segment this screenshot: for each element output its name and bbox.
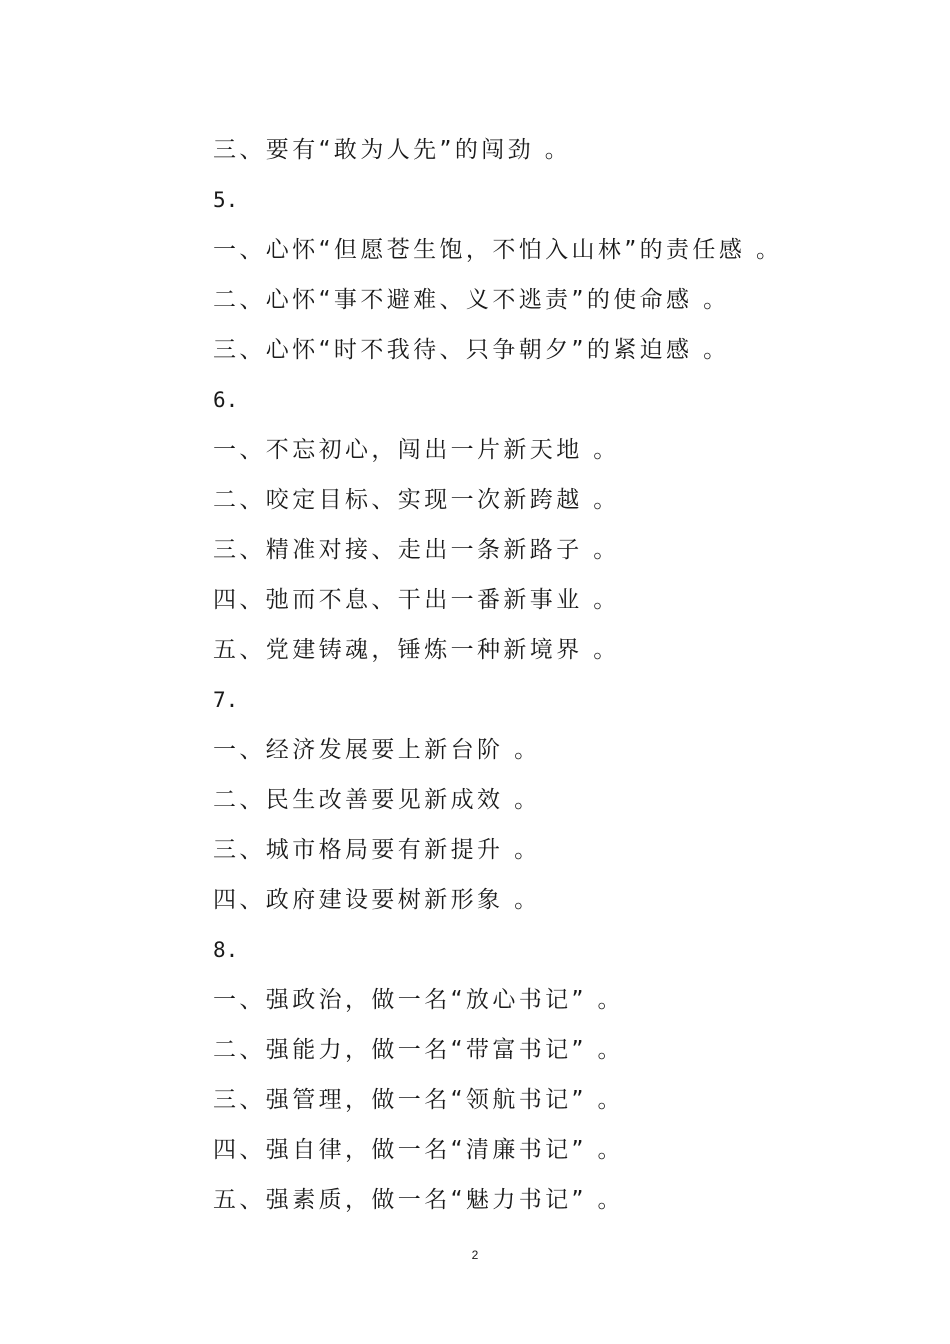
text-line: 四、强自律，做一名“清廉书记” 。	[213, 1137, 624, 1163]
text-line: 三、心怀“时不我待、只争朝夕”的紧迫感 。	[213, 337, 730, 363]
text-line: 二、心怀“事不避难、义不逃责”的使命感 。	[213, 287, 730, 313]
page-number: 2	[471, 1248, 479, 1262]
text-line: 一、心怀“但愿苍生饱，不怕入山林”的责任感 。	[213, 237, 783, 263]
text-line: 二、咬定目标、实现一次新跨越 。	[213, 487, 620, 513]
section-number: 6.	[213, 388, 239, 412]
text-line: 五、党建铸魂，锤炼一种新境界 。	[213, 637, 620, 663]
text-line: 三、强管理，做一名“领航书记” 。	[213, 1087, 624, 1113]
section-number: 5.	[213, 188, 239, 212]
section-number: 7.	[213, 688, 239, 712]
text-line: 四、政府建设要树新形象 。	[213, 887, 541, 913]
text-line: 四、弛而不息、干出一番新事业 。	[213, 587, 620, 613]
text-line: 三、要有“敢为人先”的闯劲 。	[213, 137, 572, 163]
section-number: 8.	[213, 938, 239, 962]
text-line: 一、不忘初心，闯出一片新天地 。	[213, 437, 620, 463]
text-line: 五、强素质，做一名“魅力书记” 。	[213, 1187, 624, 1213]
text-line: 一、强政治，做一名“放心书记” 。	[213, 987, 624, 1013]
text-line: 三、精准对接、走出一条新路子 。	[213, 537, 620, 563]
text-line: 二、强能力，做一名“带富书记” 。	[213, 1037, 624, 1063]
document-body	[213, 125, 913, 1225]
text-line: 二、民生改善要见新成效 。	[213, 787, 541, 813]
text-line: 一、经济发展要上新台阶 。	[213, 737, 541, 763]
text-line: 三、城市格局要有新提升 。	[213, 837, 541, 863]
